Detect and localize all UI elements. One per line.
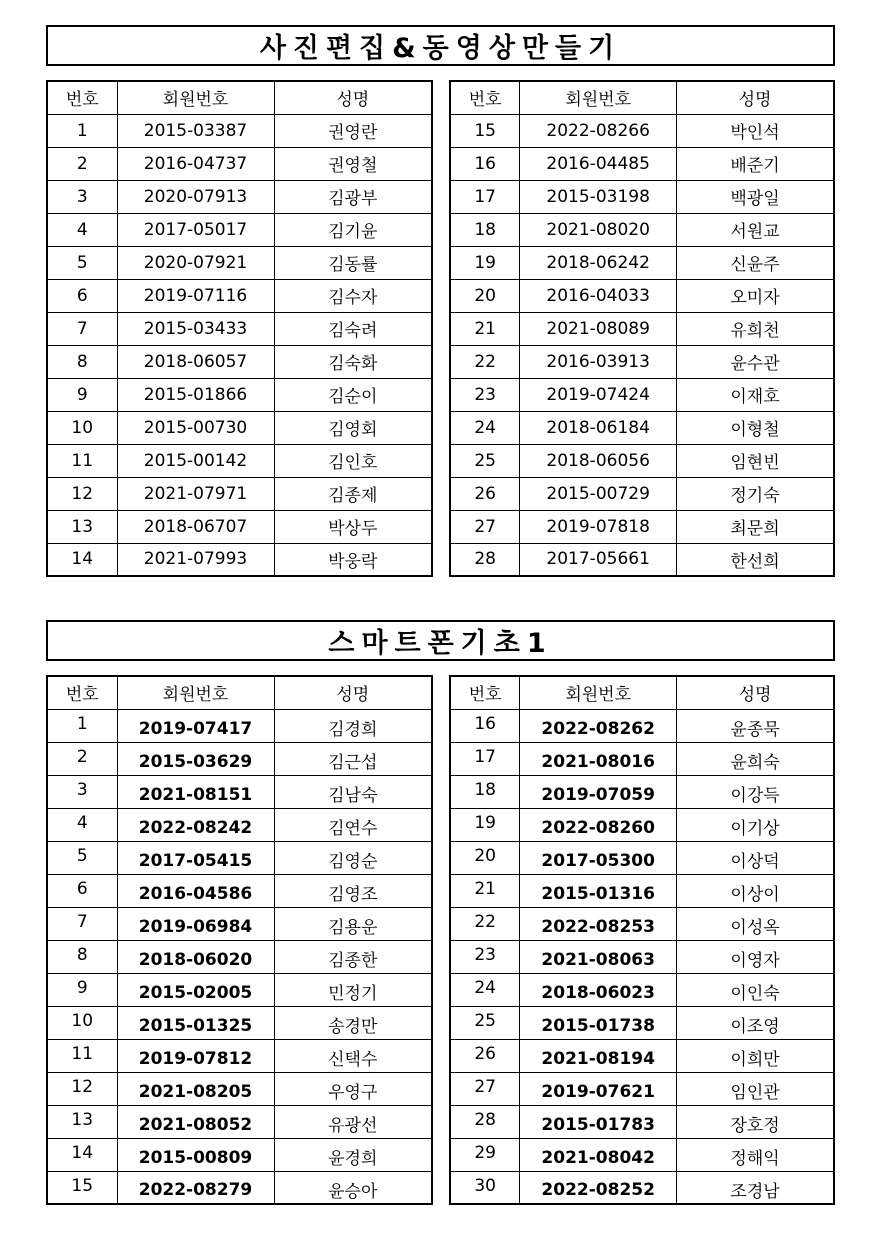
row-number: 3 xyxy=(47,775,117,808)
member-id: 2022-08242 xyxy=(117,808,274,841)
member-id: 2015-00729 xyxy=(520,477,677,510)
row-number: 13 xyxy=(47,510,117,543)
table-row xyxy=(450,477,834,510)
table-row xyxy=(450,1039,834,1072)
member-name: 박인석 xyxy=(677,114,834,147)
header-member-id: 회원번호 xyxy=(117,81,274,114)
row-number: 11 xyxy=(47,1039,117,1072)
row-number: 21 xyxy=(450,312,520,345)
header-name: 성명 xyxy=(677,81,834,114)
member-id: 2019-07417 xyxy=(117,709,274,742)
member-name: 민정기 xyxy=(274,973,432,1006)
member-name: 김숙화 xyxy=(274,345,432,378)
member-id: 2015-03433 xyxy=(117,312,274,345)
table-row xyxy=(450,543,834,576)
member-name: 이재호 xyxy=(677,378,834,411)
member-id: 2021-08042 xyxy=(520,1138,677,1171)
member-id: 2022-08266 xyxy=(520,114,677,147)
member-id: 2019-07116 xyxy=(117,279,274,312)
member-name: 김용운 xyxy=(274,907,432,940)
member-name: 이형철 xyxy=(677,411,834,444)
header-name: 성명 xyxy=(274,676,432,709)
table-row xyxy=(47,444,432,477)
row-number: 14 xyxy=(47,543,117,576)
member-name: 임인관 xyxy=(677,1072,834,1105)
member-name: 김수자 xyxy=(274,279,432,312)
header-member-id: 회원번호 xyxy=(520,81,677,114)
row-number: 19 xyxy=(450,246,520,279)
member-name: 김동률 xyxy=(274,246,432,279)
member-name: 이기상 xyxy=(677,808,834,841)
member-name: 이강득 xyxy=(677,775,834,808)
member-name: 이희만 xyxy=(677,1039,834,1072)
table-row xyxy=(47,180,432,213)
member-name: 김숙려 xyxy=(274,312,432,345)
row-number: 12 xyxy=(47,477,117,510)
table-row xyxy=(47,411,432,444)
row-number: 6 xyxy=(47,874,117,907)
table-row xyxy=(47,1006,432,1039)
header-member-id: 회원번호 xyxy=(520,676,677,709)
row-number: 19 xyxy=(450,808,520,841)
table-row xyxy=(450,378,834,411)
table-row xyxy=(47,378,432,411)
table-row xyxy=(450,114,834,147)
member-id: 2021-07993 xyxy=(117,543,274,576)
table-row xyxy=(47,510,432,543)
section-photo-video xyxy=(46,25,835,572)
row-number: 7 xyxy=(47,907,117,940)
row-number: 15 xyxy=(47,1171,117,1204)
member-id: 2020-07913 xyxy=(117,180,274,213)
member-id: 2022-08279 xyxy=(117,1171,274,1204)
member-id: 2016-04737 xyxy=(117,147,274,180)
member-id: 2016-04485 xyxy=(520,147,677,180)
section-title: 사진편집&동영상만들기 xyxy=(46,25,835,66)
table-row xyxy=(450,180,834,213)
member-name: 유광선 xyxy=(274,1105,432,1138)
row-number: 25 xyxy=(450,444,520,477)
table-row xyxy=(450,312,834,345)
table-row xyxy=(47,742,432,775)
header-name: 성명 xyxy=(274,81,432,114)
header-no: 번호 xyxy=(450,81,520,114)
table-row xyxy=(47,543,432,576)
row-number: 28 xyxy=(450,1105,520,1138)
member-id: 2021-08020 xyxy=(520,213,677,246)
member-name: 최문희 xyxy=(677,510,834,543)
row-number: 29 xyxy=(450,1138,520,1171)
table-row xyxy=(47,841,432,874)
member-id: 2015-01738 xyxy=(520,1006,677,1039)
table-row xyxy=(450,874,834,907)
member-id: 2021-08205 xyxy=(117,1072,274,1105)
member-id: 2019-07424 xyxy=(520,378,677,411)
member-id: 2015-03387 xyxy=(117,114,274,147)
table-row xyxy=(450,1006,834,1039)
member-name: 이상이 xyxy=(677,874,834,907)
roster-table-right xyxy=(449,675,835,1205)
member-name: 이성옥 xyxy=(677,907,834,940)
table-row xyxy=(47,973,432,1006)
table-row xyxy=(47,874,432,907)
header-row xyxy=(47,676,432,709)
row-number: 22 xyxy=(450,345,520,378)
row-number: 28 xyxy=(450,543,520,576)
row-number: 8 xyxy=(47,940,117,973)
member-name: 서원교 xyxy=(677,213,834,246)
member-name: 윤종묵 xyxy=(677,709,834,742)
table-row xyxy=(450,147,834,180)
row-number: 4 xyxy=(47,213,117,246)
header-member-id: 회원번호 xyxy=(117,676,274,709)
member-name: 윤수관 xyxy=(677,345,834,378)
member-name: 김남숙 xyxy=(274,775,432,808)
row-number: 22 xyxy=(450,907,520,940)
header-no: 번호 xyxy=(47,81,117,114)
member-name: 김경희 xyxy=(274,709,432,742)
row-number: 13 xyxy=(47,1105,117,1138)
row-number: 4 xyxy=(47,808,117,841)
table-row xyxy=(47,477,432,510)
member-id: 2015-01866 xyxy=(117,378,274,411)
table-row xyxy=(47,775,432,808)
member-name: 윤승아 xyxy=(274,1171,432,1204)
member-name: 오미자 xyxy=(677,279,834,312)
row-number: 30 xyxy=(450,1171,520,1204)
member-name: 신택수 xyxy=(274,1039,432,1072)
member-id: 2015-03198 xyxy=(520,180,677,213)
member-name: 김영회 xyxy=(274,411,432,444)
member-id: 2022-08252 xyxy=(520,1171,677,1204)
header-name: 성명 xyxy=(677,676,834,709)
row-number: 6 xyxy=(47,279,117,312)
row-number: 1 xyxy=(47,709,117,742)
roster-table-right xyxy=(449,80,835,577)
header-row xyxy=(450,81,834,114)
header-row xyxy=(450,676,834,709)
table-row xyxy=(47,312,432,345)
section-title: 스마트폰기초1 xyxy=(46,620,835,661)
row-number: 17 xyxy=(450,742,520,775)
member-id: 2015-02005 xyxy=(117,973,274,1006)
table-row xyxy=(450,1171,834,1204)
row-number: 8 xyxy=(47,345,117,378)
table-row xyxy=(450,940,834,973)
member-id: 2019-07812 xyxy=(117,1039,274,1072)
member-name: 김인호 xyxy=(274,444,432,477)
row-number: 27 xyxy=(450,510,520,543)
member-id: 2018-06057 xyxy=(117,345,274,378)
table-row xyxy=(47,1138,432,1171)
row-number: 27 xyxy=(450,1072,520,1105)
member-name: 박웅락 xyxy=(274,543,432,576)
member-name: 이인숙 xyxy=(677,973,834,1006)
row-number: 16 xyxy=(450,147,520,180)
row-number: 9 xyxy=(47,973,117,1006)
member-id: 2016-04033 xyxy=(520,279,677,312)
member-name: 송경만 xyxy=(274,1006,432,1039)
row-number: 1 xyxy=(47,114,117,147)
member-name: 김연수 xyxy=(274,808,432,841)
member-id: 2018-06023 xyxy=(520,973,677,1006)
member-name: 김영순 xyxy=(274,841,432,874)
member-name: 김영조 xyxy=(274,874,432,907)
table-row xyxy=(450,345,834,378)
row-number: 15 xyxy=(450,114,520,147)
member-id: 2015-00730 xyxy=(117,411,274,444)
member-id: 2017-05415 xyxy=(117,841,274,874)
member-id: 2015-03629 xyxy=(117,742,274,775)
header-no: 번호 xyxy=(47,676,117,709)
member-name: 한선희 xyxy=(677,543,834,576)
row-number: 10 xyxy=(47,411,117,444)
member-name: 백광일 xyxy=(677,180,834,213)
roster-table-left xyxy=(46,80,433,577)
table-row xyxy=(47,808,432,841)
member-name: 윤경희 xyxy=(274,1138,432,1171)
row-number: 10 xyxy=(47,1006,117,1039)
member-id: 2019-07818 xyxy=(520,510,677,543)
table-row xyxy=(450,775,834,808)
member-name: 김종제 xyxy=(274,477,432,510)
member-id: 2022-08253 xyxy=(520,907,677,940)
row-number: 20 xyxy=(450,841,520,874)
table-row xyxy=(47,279,432,312)
member-id: 2021-08151 xyxy=(117,775,274,808)
member-name: 이영자 xyxy=(677,940,834,973)
member-id: 2018-06020 xyxy=(117,940,274,973)
member-name: 신윤주 xyxy=(677,246,834,279)
row-number: 5 xyxy=(47,246,117,279)
member-id: 2017-05300 xyxy=(520,841,677,874)
row-number: 17 xyxy=(450,180,520,213)
member-id: 2018-06242 xyxy=(520,246,677,279)
header-no: 번호 xyxy=(450,676,520,709)
table-row xyxy=(47,213,432,246)
member-id: 2015-00142 xyxy=(117,444,274,477)
member-name: 정기숙 xyxy=(677,477,834,510)
member-id: 2021-08194 xyxy=(520,1039,677,1072)
row-number: 2 xyxy=(47,147,117,180)
member-id: 2015-01783 xyxy=(520,1105,677,1138)
table-row xyxy=(450,213,834,246)
member-name: 윤희숙 xyxy=(677,742,834,775)
member-id: 2020-07921 xyxy=(117,246,274,279)
member-id: 2022-08260 xyxy=(520,808,677,841)
table-row xyxy=(450,841,834,874)
member-id: 2018-06707 xyxy=(117,510,274,543)
table-row xyxy=(450,246,834,279)
header-row xyxy=(47,81,432,114)
table-row xyxy=(47,1039,432,1072)
member-name: 장호정 xyxy=(677,1105,834,1138)
row-number: 12 xyxy=(47,1072,117,1105)
member-name: 권영란 xyxy=(274,114,432,147)
row-number: 2 xyxy=(47,742,117,775)
row-number: 14 xyxy=(47,1138,117,1171)
member-id: 2017-05017 xyxy=(117,213,274,246)
row-number: 9 xyxy=(47,378,117,411)
roster-table-left xyxy=(46,675,433,1205)
member-id: 2021-07971 xyxy=(117,477,274,510)
row-number: 18 xyxy=(450,775,520,808)
member-name: 김종한 xyxy=(274,940,432,973)
member-id: 2021-08089 xyxy=(520,312,677,345)
table-row xyxy=(47,1171,432,1204)
row-number: 26 xyxy=(450,477,520,510)
row-number: 23 xyxy=(450,378,520,411)
table-row xyxy=(450,279,834,312)
member-name: 김광부 xyxy=(274,180,432,213)
member-id: 2022-08262 xyxy=(520,709,677,742)
member-name: 이상덕 xyxy=(677,841,834,874)
member-id: 2015-01316 xyxy=(520,874,677,907)
section-smartphone-basics xyxy=(46,620,835,1202)
table-row xyxy=(450,907,834,940)
member-id: 2019-07059 xyxy=(520,775,677,808)
member-name: 조경남 xyxy=(677,1171,834,1204)
member-id: 2018-06056 xyxy=(520,444,677,477)
table-row xyxy=(47,940,432,973)
member-name: 박상두 xyxy=(274,510,432,543)
member-id: 2016-03913 xyxy=(520,345,677,378)
member-name: 이조영 xyxy=(677,1006,834,1039)
row-number: 3 xyxy=(47,180,117,213)
member-name: 정해익 xyxy=(677,1138,834,1171)
row-number: 25 xyxy=(450,1006,520,1039)
table-row xyxy=(450,1105,834,1138)
row-number: 21 xyxy=(450,874,520,907)
member-name: 김근섭 xyxy=(274,742,432,775)
row-number: 24 xyxy=(450,411,520,444)
table-row xyxy=(450,742,834,775)
member-id: 2021-08052 xyxy=(117,1105,274,1138)
member-name: 권영철 xyxy=(274,147,432,180)
table-row xyxy=(450,1072,834,1105)
member-id: 2017-05661 xyxy=(520,543,677,576)
member-name: 유희천 xyxy=(677,312,834,345)
row-number: 5 xyxy=(47,841,117,874)
row-number: 23 xyxy=(450,940,520,973)
member-id: 2019-06984 xyxy=(117,907,274,940)
table-row xyxy=(47,1072,432,1105)
row-number: 11 xyxy=(47,444,117,477)
member-id: 2019-07621 xyxy=(520,1072,677,1105)
table-row xyxy=(47,709,432,742)
member-id: 2018-06184 xyxy=(520,411,677,444)
member-name: 임현빈 xyxy=(677,444,834,477)
table-row xyxy=(450,411,834,444)
member-id: 2021-08063 xyxy=(520,940,677,973)
member-id: 2016-04586 xyxy=(117,874,274,907)
table-row xyxy=(450,444,834,477)
row-number: 16 xyxy=(450,709,520,742)
row-number: 18 xyxy=(450,213,520,246)
table-row xyxy=(450,510,834,543)
table-row xyxy=(47,345,432,378)
table-row xyxy=(47,246,432,279)
member-name: 김기윤 xyxy=(274,213,432,246)
row-number: 20 xyxy=(450,279,520,312)
member-name: 우영구 xyxy=(274,1072,432,1105)
row-number: 26 xyxy=(450,1039,520,1072)
table-row xyxy=(450,808,834,841)
table-row xyxy=(47,907,432,940)
member-name: 배준기 xyxy=(677,147,834,180)
row-number: 7 xyxy=(47,312,117,345)
member-id: 2021-08016 xyxy=(520,742,677,775)
row-number: 24 xyxy=(450,973,520,1006)
table-row xyxy=(47,1105,432,1138)
table-row xyxy=(47,147,432,180)
table-row xyxy=(47,114,432,147)
table-row xyxy=(450,709,834,742)
member-id: 2015-01325 xyxy=(117,1006,274,1039)
member-name: 김순이 xyxy=(274,378,432,411)
table-row xyxy=(450,1138,834,1171)
table-row xyxy=(450,973,834,1006)
member-id: 2015-00809 xyxy=(117,1138,274,1171)
